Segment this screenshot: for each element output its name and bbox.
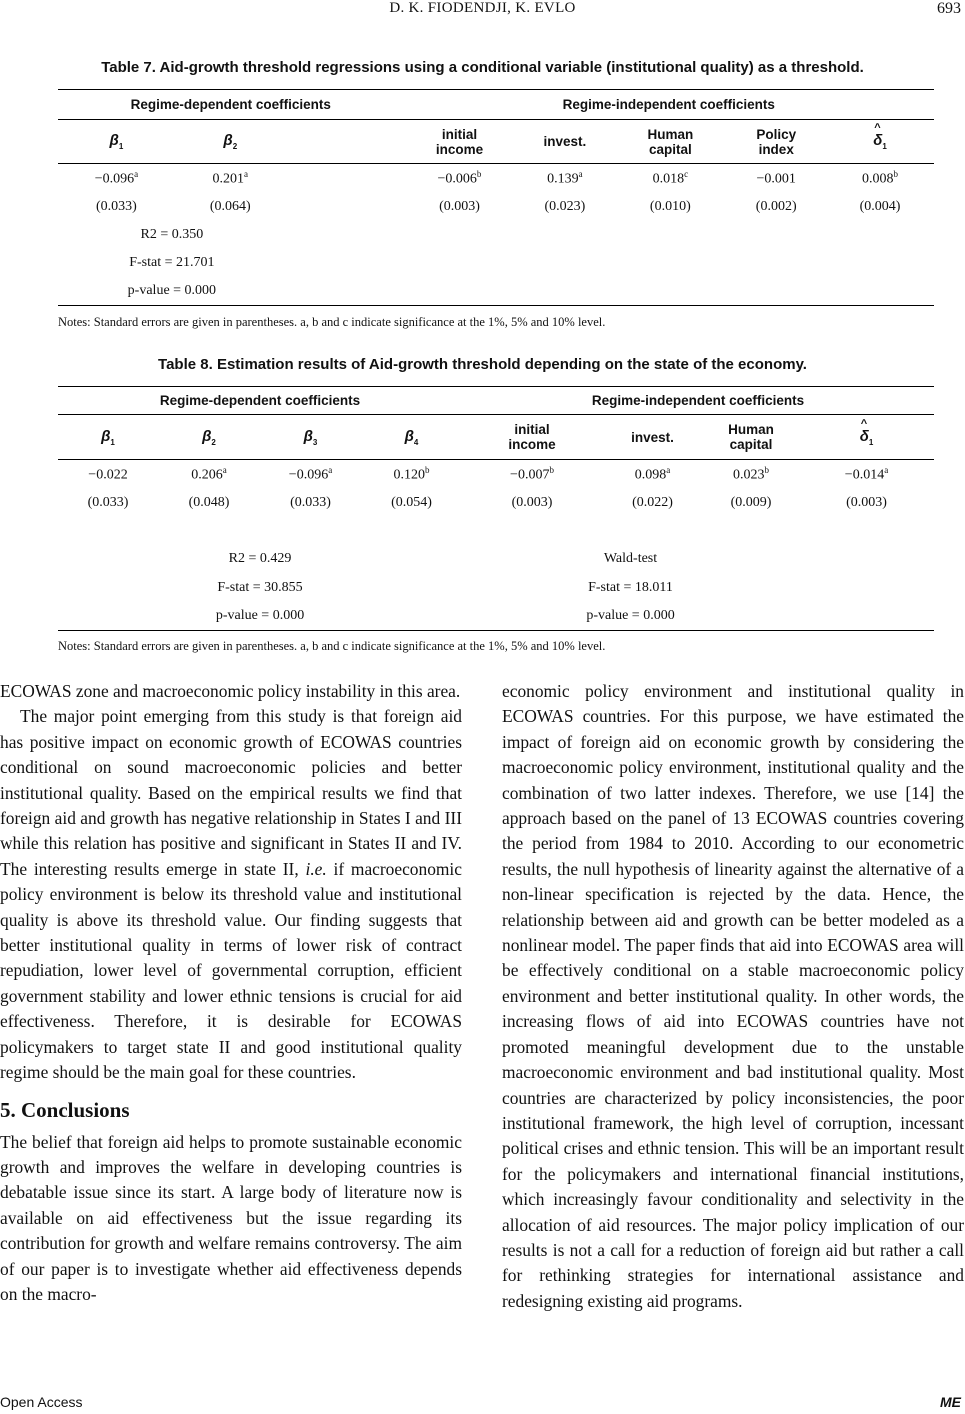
- table8-group-dependent: Regime-dependent coefficients: [159, 393, 361, 408]
- table8-group-independent: Regime-independent coefficients: [591, 393, 805, 408]
- table8-coef: −0.014$^a$: [844, 464, 889, 483]
- table7-coef-row: [58, 164, 934, 193]
- running-head-authors: D. K. FIODENDJI, K. EVLO: [389, 0, 576, 16]
- table7-se: (0.033): [96, 198, 137, 214]
- table8-coef: −0.096$^a$: [288, 464, 333, 483]
- table7-coef: 0.139$^a$: [547, 168, 583, 187]
- table8-r2: R2 = 0.429: [228, 551, 292, 566]
- table8-col-invest: invest.: [631, 429, 674, 445]
- table8-col-beta4: $\beta_4$: [404, 427, 419, 447]
- table8-col-delta-hat: ^ $\delta_1$: [799, 415, 934, 460]
- table8-se: (0.009): [730, 494, 772, 510]
- table8-group-row: [58, 387, 934, 415]
- table7-se: (0.002): [755, 198, 797, 214]
- table7-col-beta2: $\beta_2$: [223, 132, 238, 151]
- table8-wald-title: Wald-test: [603, 551, 658, 566]
- table7-col-beta1: $\beta_1$: [109, 132, 124, 151]
- table8-se: (0.003): [511, 494, 553, 510]
- table7-coef: 0.018$^c$: [652, 168, 689, 187]
- table8-se-row: [58, 489, 934, 517]
- table7-se: (0.003): [439, 198, 480, 214]
- table8-header-row: [58, 415, 934, 460]
- table8-notes: Notes: Standard errors are given in parentheses. a, b and c indicate significance at the 1%, 5% and 10% level.: [58, 639, 606, 653]
- table7-notes: Notes: Standard errors are given in parentheses. a, b and c indicate significance at the 1%, 5% and 10% level.: [58, 315, 606, 329]
- table7-fstat: F-stat = 21.701: [129, 254, 215, 270]
- table7-col-delta-hat: ^ $\delta_1$: [826, 120, 934, 164]
- table7-se-row: [58, 193, 934, 221]
- table7-group-independent: Regime-independent coefficients: [562, 97, 775, 112]
- table7-se: (0.023): [544, 198, 586, 214]
- left-column: [0, 679, 462, 1307]
- table7-coef: −0.006$^b$: [437, 168, 482, 187]
- table8-caption: Table 8. Estimation results of Aid-growth threshold depending on the state of the economy.: [158, 356, 807, 373]
- table7-se: (0.064): [209, 198, 251, 214]
- table7-se: (0.004): [859, 198, 901, 214]
- table8-wald-pvalue: p-value = 0.000: [586, 607, 675, 623]
- table8-wald-fstat: F-stat = 18.011: [588, 579, 673, 595]
- table7-r2: R2 = 0.350: [140, 226, 204, 242]
- table7-col-invest: invest.: [543, 134, 587, 149]
- table8-coef: 0.120$^b$: [393, 464, 430, 483]
- table7-coef: −0.001: [756, 171, 796, 187]
- table8-se: (0.048): [188, 494, 230, 510]
- table8-col-initial-income: initial income: [508, 422, 556, 452]
- table8-col-beta2: $\beta_2$: [202, 427, 216, 447]
- table8-coef: 0.206$^a$: [191, 464, 227, 483]
- table8-se: (0.033): [290, 494, 331, 510]
- table8-coef-row: [58, 460, 934, 489]
- table7-caption: Table 7. Aid-growth threshold regressions using a conditional variable (institutional quality) as a threshold.: [101, 59, 864, 76]
- table8-coef: 0.098$^a$: [634, 464, 671, 483]
- table7-col-human-capital: Human capital: [647, 126, 694, 157]
- table8-col-beta3: $\beta_3$: [303, 427, 318, 447]
- table7-group-row: [58, 90, 934, 120]
- table8: [58, 386, 934, 631]
- table7: [58, 89, 934, 306]
- section-heading: 5. Conclusions: [0, 1097, 130, 1122]
- table7-coef: 0.008$^b$: [862, 168, 899, 187]
- right-column: [502, 679, 964, 1314]
- table7-pvalue: p-value = 0.000: [127, 282, 217, 298]
- table7-se: (0.010): [649, 198, 691, 214]
- paragraph: economic policy environment and institutional quality in ECOWAS countries. For this purpose, we have estimated the impact of foreign aid on economic growth by considering the macroeconomic policy environment, institutional quality and the combination of two latter indexes. Therefore, we use [14] the approach based on the panel of 13 ECOWAS countries covering the period from 1984 to 2010. According to our econometric results, the null hypothesis of linearity against the alternative of a non-linear specification is rejected by the data. Hence, the relationship between aid and growth can be better modeled as a nonlinear model. The paper finds that aid into ECOWAS area will be effectively conditional on a stable macroeconomic policy environment and better institutional quality. In other words, the increasing flows of aid into ECOWAS countries have not promoted meaningful development due to the unstable macroeconomic environment and bad institutional quality. Most countries are characterized by policy inconsistencies, the poor institutional framework, the high level of corruption, incessant political crises and ethnic tension. This will be an important result for the policymakers and international financial institutions, which increasingly favour conditionality and selectivity in the allocation of aid resources. The major policy implication of our results is not a call for a reduction of foreign aid but rather a call for rethinking strategies for international assistance and redesigning existing aid programs.: [502, 681, 964, 1311]
- table8-coef: −0.022: [88, 467, 128, 483]
- table8-fstat: F-stat = 30.855: [217, 579, 303, 595]
- table8-se: (0.054): [391, 494, 432, 510]
- table7-coef: 0.201$^a$: [212, 168, 249, 187]
- page-header: [0, 0, 965, 28]
- table8-coef: −0.007$^b$: [510, 464, 554, 483]
- footer-open-access: Open Access: [0, 1394, 83, 1410]
- table8-col-human-capital: Human capital: [728, 422, 774, 452]
- table7-group-dependent: Regime-dependent coefficients: [130, 97, 331, 112]
- paragraph: ECOWAS zone and macroeconomic policy instability in this area.: [0, 681, 461, 701]
- table7-header-row: [58, 120, 934, 164]
- table7-col-initial-income: initial income: [435, 126, 484, 157]
- paragraph: The belief that foreign aid helps to promote sustainable economic growth and improves the welfare in developing countries is debatable issue since its start. A large body of literature now is available on aid effectiveness but the issue regarding its contribution for growth and welfare remains controversy. The aim of our paper is to investigate whether aid effectiveness depends on the macro-: [0, 1131, 462, 1304]
- table7-col-policy-index: Policy index: [756, 126, 797, 157]
- table8-col-beta1: $\beta_1$: [101, 427, 115, 447]
- page-number: 693: [937, 0, 961, 17]
- footer-journal-abbrev: ME: [940, 1394, 961, 1410]
- table8-coef: 0.023$^b$: [733, 464, 769, 483]
- paragraph: The major point emerging from this study is that foreign aid has positive impact on economic growth of ECOWAS countries conditional on sound macroeconomic policies and better institutional quality. Based on the empirical results we find that foreign aid and growth has negative relationship in States I and III while this relation has positive and significant in States II and IV. The interesting results emerge in state II, i.e. if macroeconomic policy environment is below its threshold value and institutional quality is above its threshold value. Our finding suggests that better institutional quality in terms of lower risk of contract repudiation, lower level of governmental corruption, efficient government stability and lower ethnic tensions is crucial for aid effectiveness. Therefore, it is desirable for ECOWAS policymakers to target state II and good institutional quality regime should be the main goal for these countries.: [0, 706, 462, 1083]
- table7-coef: −0.096$^a$: [94, 168, 139, 187]
- table8-pvalue: p-value = 0.000: [215, 607, 305, 623]
- table8-se: (0.003): [846, 494, 887, 510]
- page-footer: [0, 1394, 965, 1414]
- table8-se: (0.022): [632, 494, 673, 510]
- table8-se: (0.033): [87, 494, 129, 510]
